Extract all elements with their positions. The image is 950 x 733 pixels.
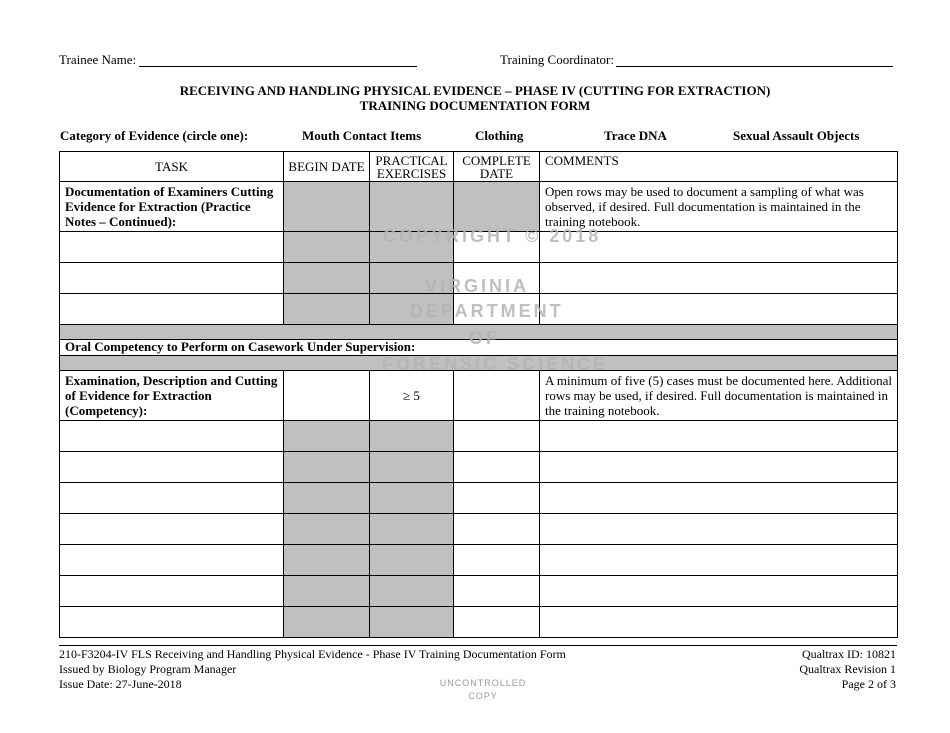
uncontrolled-stamp-line1: UNCONTROLLED [439, 678, 527, 688]
table-row-competency [60, 371, 898, 421]
table-row [60, 576, 898, 607]
complete-date-cell[interactable] [454, 545, 540, 576]
cell-disabled [284, 483, 370, 514]
task-competency: Examination, Description and Cutting of Evidence for Extraction (Competency): [60, 371, 284, 421]
form-title-line1: RECEIVING AND HANDLING PHYSICAL EVIDENCE – PHASE IV (CUTTING FOR EXTRACTION) [179, 83, 771, 98]
cell-disabled [284, 545, 370, 576]
trainee-name-field[interactable] [139, 52, 417, 67]
column-header-task: TASK [60, 152, 284, 182]
watermark-virginia: VIRGINIA [425, 276, 530, 296]
column-header-practical-exercises: PRACTICAL EXERCISES [370, 152, 454, 182]
cell-disabled [370, 514, 454, 545]
cell-disabled [284, 607, 370, 638]
cell-disabled [284, 182, 370, 232]
task-oral-competency: Oral Competency to Perform on Casework Under Supervision: [60, 340, 898, 356]
uncontrolled-stamp-line2: COPY [468, 691, 498, 701]
cell-disabled [284, 452, 370, 483]
complete-date-cell[interactable] [454, 607, 540, 638]
table-row [60, 607, 898, 638]
category-option-sexual-assault[interactable]: Sexual Assault Objects [733, 128, 860, 143]
watermark-copyright: COPYRIGHT © 2018 [383, 226, 602, 246]
footer-doc-title: 210-F3204-IV FLS Receiving and Handling Physical Evidence - Phase IV Training Documentation Form [59, 647, 566, 661]
footer-divider [59, 645, 897, 646]
table-header-row [60, 152, 898, 182]
form-title-line2: TRAINING DOCUMENTATION FORM [359, 98, 591, 113]
comment-cell[interactable] [540, 483, 898, 514]
comment-cell[interactable] [540, 421, 898, 452]
cell-disabled [370, 607, 454, 638]
task-practice-notes: Documentation of Examiners Cutting Evidence for Extraction (Practice Notes – Continued): [60, 182, 284, 232]
category-option-clothing[interactable]: Clothing [475, 128, 524, 143]
complete-date-cell[interactable] [454, 371, 540, 421]
comment-cell[interactable] [540, 545, 898, 576]
task-cell[interactable] [60, 576, 284, 607]
column-header-begin-date: BEGIN DATE [284, 152, 370, 182]
complete-date-cell[interactable] [454, 452, 540, 483]
comment-practice-notes: Open rows may be used to document a sampling of what was observed, if desired. Full documentation is maintained in the training notebook. [540, 182, 898, 232]
training-coordinator-label: Training Coordinator: [500, 52, 614, 67]
footer-page-number: Page 2 of 3 [841, 677, 896, 691]
watermark-department: DEPARTMENT [410, 301, 564, 321]
cell-disabled [370, 182, 454, 232]
footer-issued-by: Issued by Biology Program Manager [59, 662, 237, 676]
table-row-practice-notes [60, 182, 898, 232]
task-cell[interactable] [60, 232, 284, 263]
comment-cell[interactable] [540, 576, 898, 607]
task-cell[interactable] [60, 294, 284, 325]
cell-disabled [284, 421, 370, 452]
cell-disabled [284, 263, 370, 294]
task-cell[interactable] [60, 452, 284, 483]
category-option-trace-dna[interactable]: Trace DNA [604, 128, 667, 143]
cell-disabled [284, 514, 370, 545]
practical-exercises-count: ≥ 5 [370, 371, 454, 421]
training-documentation-table [59, 151, 898, 638]
comment-cell[interactable] [540, 263, 898, 294]
cell-disabled [284, 576, 370, 607]
cell-disabled [370, 483, 454, 514]
watermark-forensic-science: FORENSIC SCIENCE [382, 354, 609, 374]
comment-cell[interactable] [540, 294, 898, 325]
cell-disabled [370, 545, 454, 576]
task-cell[interactable] [60, 421, 284, 452]
footer-issue-date: Issue Date: 27-June-2018 [59, 677, 182, 691]
table-row [60, 421, 898, 452]
comment-cell[interactable] [540, 607, 898, 638]
training-coordinator-field[interactable] [616, 52, 893, 67]
begin-date-cell[interactable] [284, 371, 370, 421]
comment-cell[interactable] [540, 514, 898, 545]
complete-date-cell[interactable] [454, 421, 540, 452]
cell-disabled [370, 576, 454, 607]
complete-date-cell[interactable] [454, 514, 540, 545]
cell-disabled [284, 294, 370, 325]
complete-date-cell[interactable] [454, 483, 540, 514]
category-option-mouth-contact[interactable]: Mouth Contact Items [302, 128, 422, 143]
cell-disabled [370, 421, 454, 452]
watermark-of: OF [469, 328, 500, 348]
table-row [60, 452, 898, 483]
comment-cell[interactable] [540, 452, 898, 483]
task-cell[interactable] [60, 545, 284, 576]
table-row [60, 514, 898, 545]
task-cell[interactable] [60, 483, 284, 514]
cell-disabled [284, 232, 370, 263]
task-cell[interactable] [60, 514, 284, 545]
column-header-complete-date: COMPLETE DATE [454, 152, 540, 182]
trainee-name-label: Trainee Name: [59, 52, 137, 67]
task-cell[interactable] [60, 263, 284, 294]
comment-competency: A minimum of five (5) cases must be documented here. Additional rows may be used, if desired. Full documentation is maintained in the training notebook. [540, 371, 898, 421]
task-cell[interactable] [60, 607, 284, 638]
complete-date-cell[interactable] [454, 576, 540, 607]
table-row [60, 545, 898, 576]
footer-qualtrax-id: Qualtrax ID: 10821 [802, 647, 896, 661]
column-header-comments: COMMENTS [540, 152, 898, 182]
footer-qualtrax-revision: Qualtrax Revision 1 [799, 662, 896, 676]
cell-disabled [454, 182, 540, 232]
category-label: Category of Evidence (circle one): [60, 128, 249, 143]
cell-disabled [370, 452, 454, 483]
table-row [60, 483, 898, 514]
